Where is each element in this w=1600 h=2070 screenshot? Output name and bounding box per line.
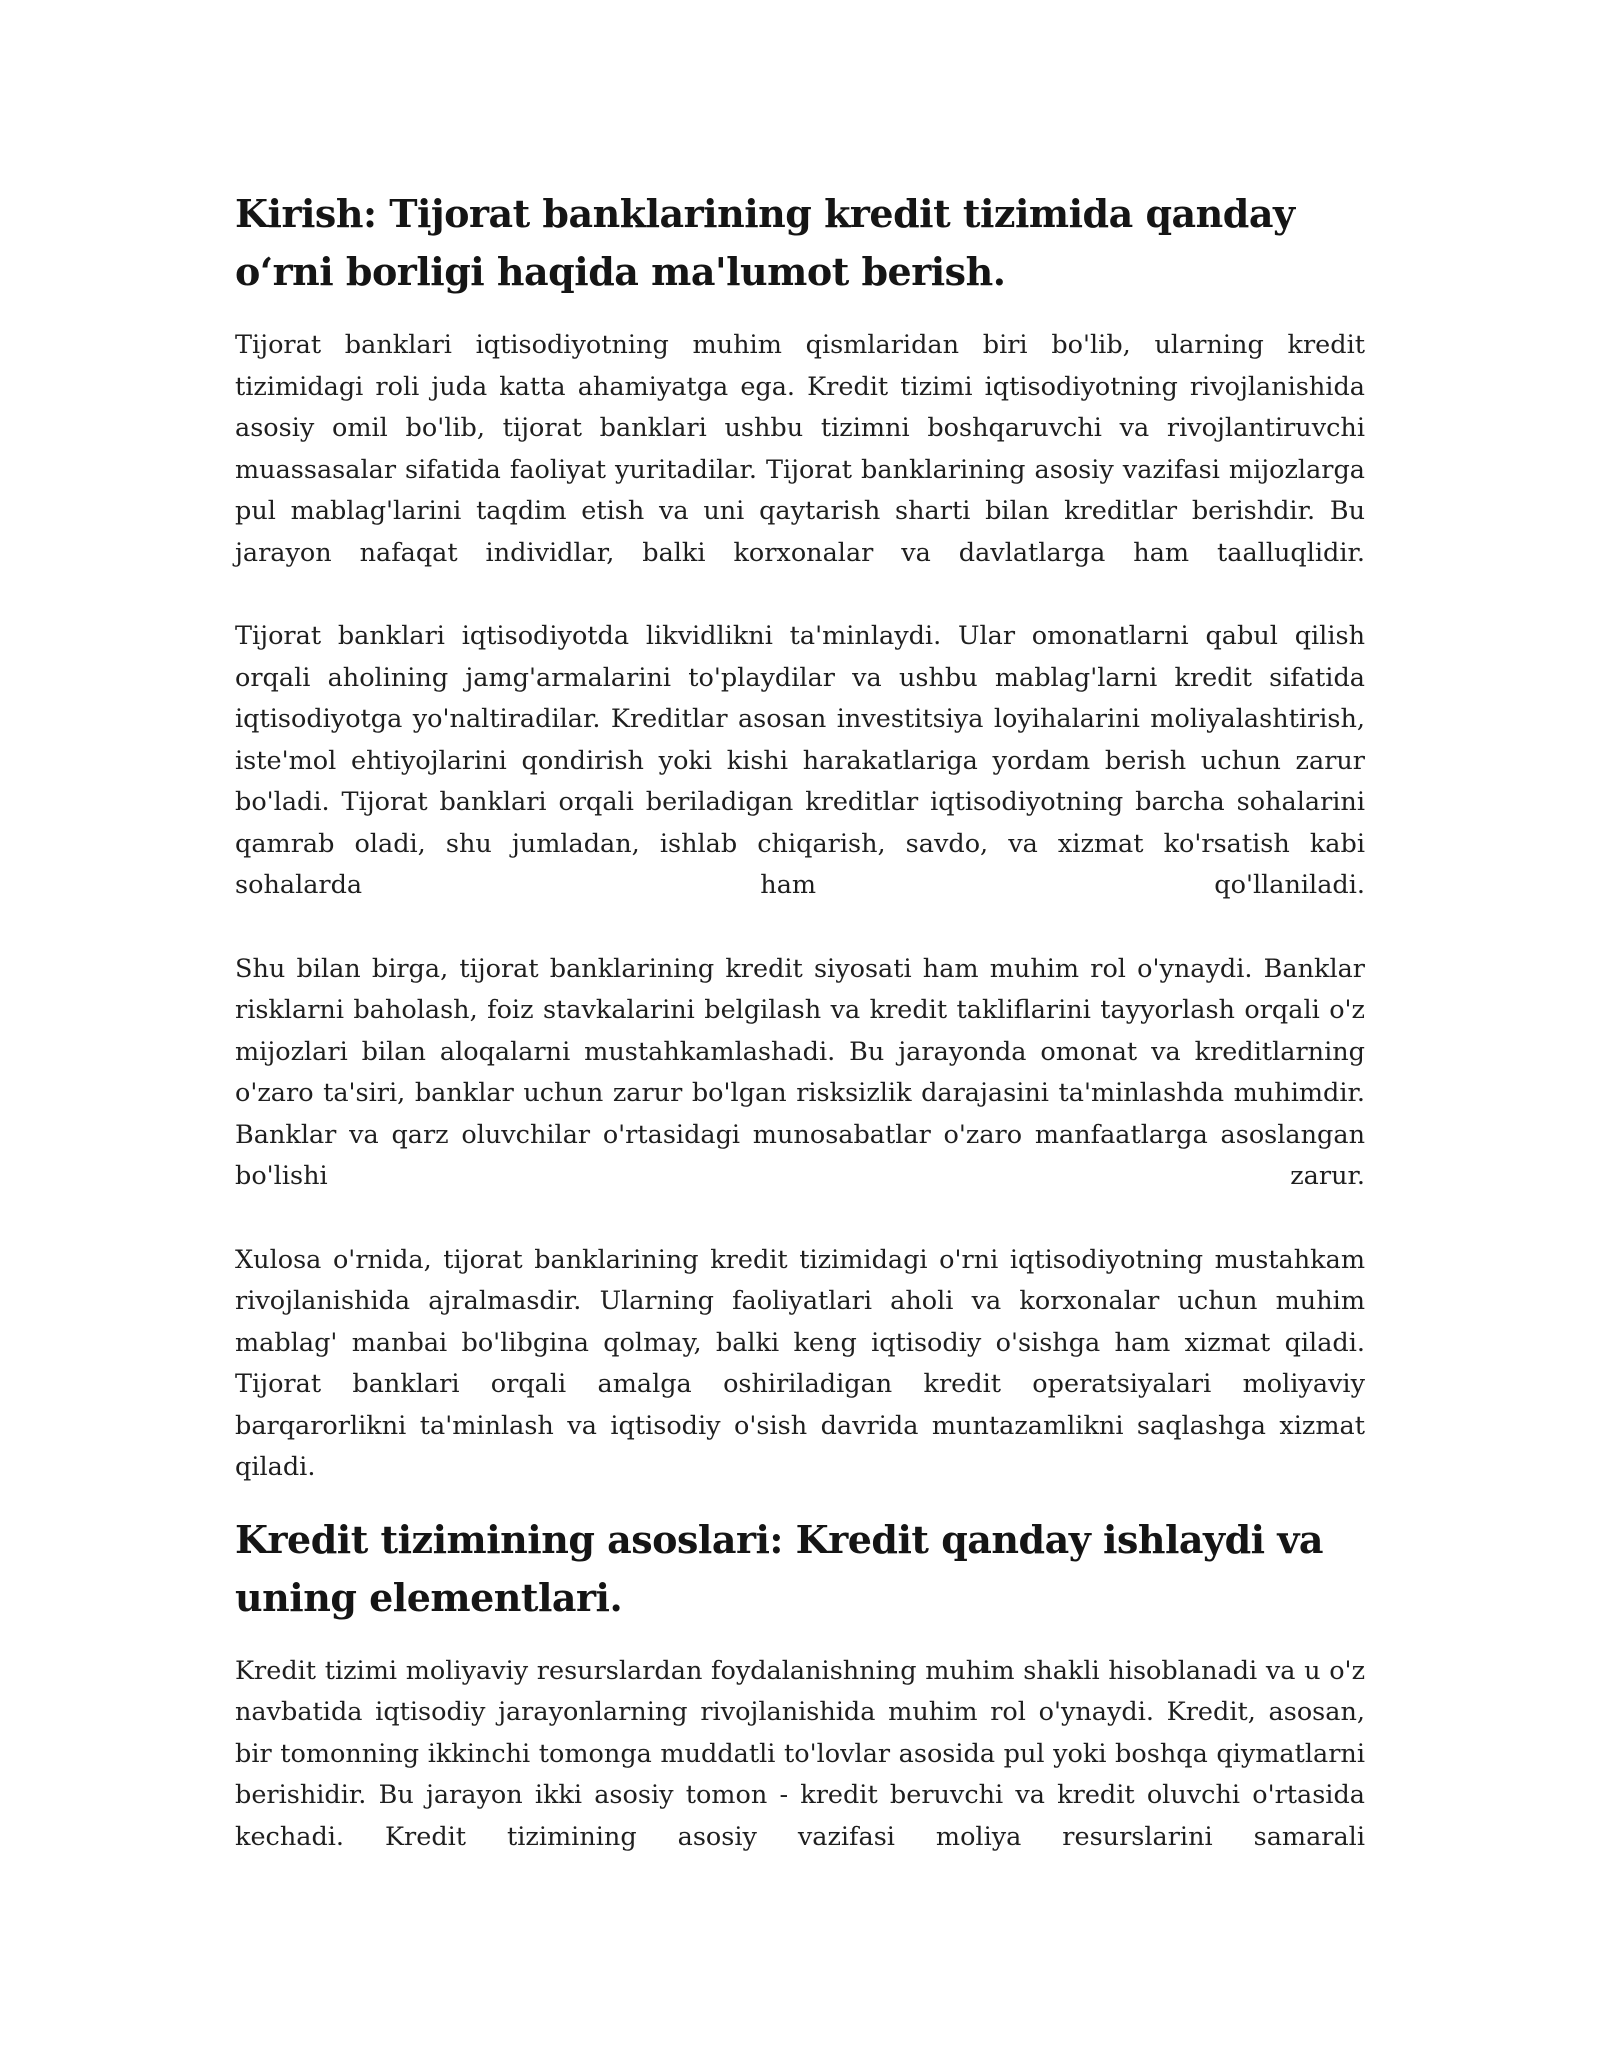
- paragraph-intro-2: Tijorat banklari iqtisodiyotda likvidlikni ta'minlaydi. Ular omonatlarni qabul qilish orqali aholining jamg'armalarini to'playdilar va ushbu mablag'larni kredit sifatida iqtisodiyotga yo'naltiradilar. Kreditlar asosan investitsiya loyihalarini moliyalashtirish, iste'mol ehtiyojlarini qondirish yoki kishi harakatlariga yordam berish uchun zarur bo'ladi. Tijorat banklari orqali beriladigan kreditlar iqtisodiyotning barcha sohalarini qamrab oladi, shu jumladan, ishlab chiqarish, savdo, va xizmat ko'rsatish kabi sohalarda ham qo'llaniladi.: [235, 621, 1365, 900]
- paragraph-intro-4: Xulosa o'rnida, tijorat banklarining kredit tizimidagi o'rni iqtisodiyotning mustahkam rivojlanishida ajralmasdir. Ularning faoliyatlari aholi va korxonalar uchun muhim mablag' manbai bo'libgina qolmay, balki keng iqtisodiy o'sishga ham xizmat qiladi. Tijorat banklari orqali amalga oshiriladigan kredit operatsiyalari moliyaviy barqarorlikni ta'minlash va iqtisodiy o'sish davrida muntazamlikni saqlashga xizmat qiladi.: [235, 1244, 1365, 1482]
- paragraph-intro-3: Shu bilan birga, tijorat banklarining kredit siyosati ham muhim rol o'ynaydi. Banklar risklarni baholash, foiz stavkalarini belgilash va kredit takliflarini tayyorlash orqali o'z mijozlari bilan aloqalarni mustahkamlashadi. Bu jarayonda omonat va kreditlarning o'zaro ta'siri, banklar uchun zarur bo'lgan risksizlik darajasini ta'minlashda muhimdir. Banklar va qarz oluvchilar o'rtasidagi munosabatlar o'zaro manfaatlarga asoslangan bo'lishi zarur.: [235, 953, 1365, 1191]
- section-heading-credit-basics: Kredit tizimining asoslari: Kredit qanday ishlaydi va uning elementlari.: [235, 1516, 1324, 1620]
- paragraph-credit-basics-1: Kredit tizimi moliyaviy resurslardan foydalanishning muhim shakli hisoblanadi va u o'z navbatida iqtisodiy jarayonlarning rivojlanishida muhim rol o'ynaydi. Kredit, asosan, bir tomonning ikkinchi tomonga muddatli to'lovlar asosida pul yoki boshqa qiymatlarni berishidir. Bu jarayon ikki asosiy tomon - kredit beruvchi va kredit oluvchi o'rtasida kechadi. Kredit tizimining asosiy vazifasi moliya resurslarini samarali: [235, 1655, 1365, 1852]
- document-body: [235, 185, 1365, 1900]
- section-heading-introduction: Kirish: Tijorat banklarining kredit tizimida qanday o‘rni borligi haqida ma'lumot berish.: [235, 191, 1295, 294]
- paragraph-intro-1: Tijorat banklari iqtisodiyotning muhim qismlaridan biri bo'lib, ularning kredit tizimidagi roli juda katta ahamiyatga ega. Kredit tizimi iqtisodiyotning rivojlanishida asosiy omil bo'lib, tijorat banklari ushbu tizimni boshqaruvchi va rivojlantiruvchi muassasalar sifatida faoliyat yuritadilar. Tijorat banklarining asosiy vazifasi mijozlarga pul mablag'larini taqdim etish va uni qaytarish sharti bilan kreditlar berishdir. Bu jarayon nafaqat individlar, balki korxonalar va davlatlarga ham taalluqlidir.: [235, 330, 1365, 568]
